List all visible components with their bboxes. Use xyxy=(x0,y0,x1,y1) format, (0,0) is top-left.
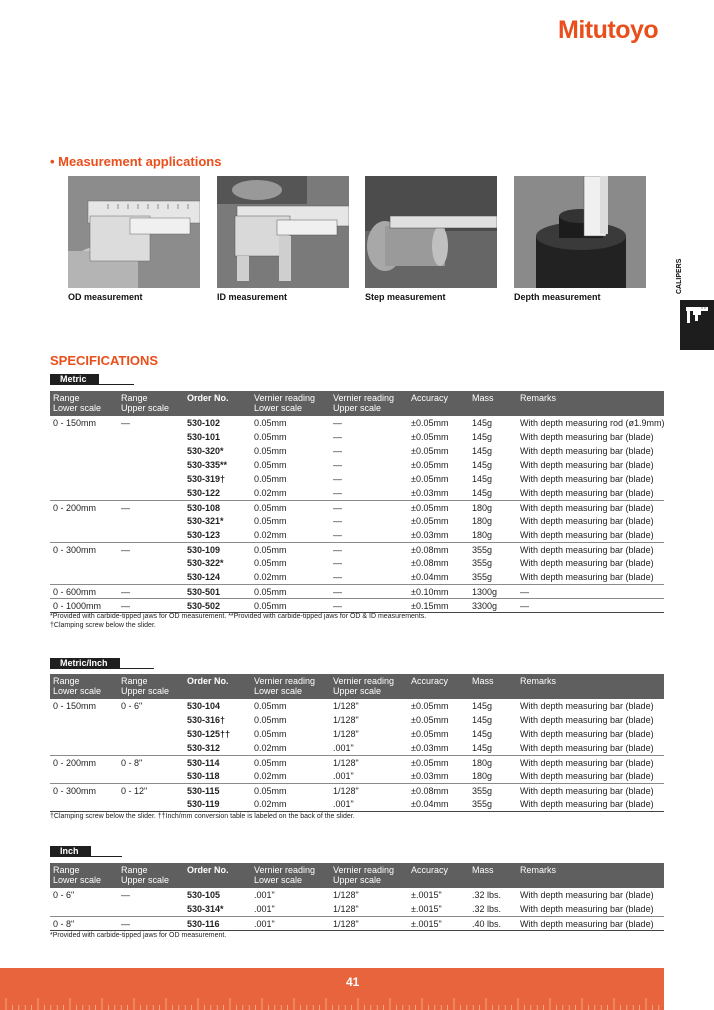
cell-vernier-upper: 1/128" xyxy=(333,758,359,768)
table-row xyxy=(50,570,664,584)
cell-mass: .32 lbs. xyxy=(472,904,502,914)
cell-order-no: 530-104 xyxy=(187,701,221,711)
cell-vernier-upper: — xyxy=(333,474,342,484)
header-range-lower: Range Lower scale xyxy=(53,393,102,413)
cell-range-lower: 0 - 150mm xyxy=(53,701,97,711)
table-footnote: *Provided with carbide-tipped jaws for OD measurement. **Provided with carbide-tipped jaws for OD & ID measurements. xyxy=(50,613,427,620)
cell-remarks: With depth measuring bar (blade) xyxy=(520,743,654,753)
step-measurement-photo xyxy=(365,176,497,288)
cell-order-no: 530-123 xyxy=(187,530,221,540)
cell-accuracy: ±0.15mm xyxy=(411,601,449,611)
table-row xyxy=(50,755,664,769)
cell-mass: 355g xyxy=(472,572,493,582)
cell-vernier-lower: 0.05mm xyxy=(254,601,287,611)
cell-vernier-upper: 1/128" xyxy=(333,904,359,914)
footer-band xyxy=(0,968,664,1010)
cell-vernier-upper: .001" xyxy=(333,743,354,753)
cell-accuracy: ±.0015" xyxy=(411,919,442,929)
cell-accuracy: ±0.08mm xyxy=(411,545,449,555)
header-vernier-upper: Vernier reading Upper scale xyxy=(333,865,395,885)
cell-remarks: With depth measuring bar (blade) xyxy=(520,488,654,498)
cell-range-lower: 0 - 1000mm xyxy=(53,601,102,611)
header-order-no: Order No. xyxy=(187,393,229,403)
header-accuracy: Accuracy xyxy=(411,865,449,875)
id-measurement-photo xyxy=(217,176,349,288)
cell-vernier-lower: 0.05mm xyxy=(254,460,287,470)
caliper-icon xyxy=(684,304,710,330)
cell-range-upper: 0 - 6" xyxy=(121,701,143,711)
cell-mass: 145g xyxy=(472,729,493,739)
cell-order-no: 530-105 xyxy=(187,890,221,900)
header-remarks: Remarks xyxy=(520,865,557,875)
cell-vernier-lower: 0.05mm xyxy=(254,545,287,555)
header-order-no: Order No. xyxy=(187,865,229,875)
cell-vernier-upper: — xyxy=(333,503,342,513)
header-order-no: Order No. xyxy=(187,676,229,686)
cell-mass: 1300g xyxy=(472,587,498,597)
cell-vernier-lower: 0.02mm xyxy=(254,799,287,809)
cell-range-lower: 0 - 300mm xyxy=(53,545,97,555)
cell-vernier-upper: 1/128" xyxy=(333,715,359,725)
cell-vernier-lower: .001" xyxy=(254,890,275,900)
cell-range-upper: 0 - 12" xyxy=(121,786,148,796)
cell-remarks: With depth measuring bar (blade) xyxy=(520,446,654,456)
cell-order-no: 530-319† xyxy=(187,474,226,484)
cell-mass: 145g xyxy=(472,446,493,456)
cell-order-no: 530-322* xyxy=(187,558,224,568)
table-tag-underline xyxy=(50,856,122,857)
table-row xyxy=(50,902,664,916)
cell-vernier-lower: .001" xyxy=(254,904,275,914)
table-row xyxy=(50,458,664,472)
cell-vernier-lower: 0.05mm xyxy=(254,786,287,796)
caliper-tab xyxy=(680,300,714,350)
table-row xyxy=(50,797,664,811)
cell-order-no: 530-312 xyxy=(187,743,221,753)
table-row xyxy=(50,514,664,528)
cell-remarks: — xyxy=(520,587,529,597)
cell-vernier-lower: 0.05mm xyxy=(254,701,287,711)
cell-remarks: — xyxy=(520,601,529,611)
table-tag-0: Metric xyxy=(50,374,99,385)
cell-vernier-lower: 0.05mm xyxy=(254,474,287,484)
cell-remarks: With depth measuring bar (blade) xyxy=(520,460,654,470)
cell-vernier-lower: 0.05mm xyxy=(254,587,287,597)
cell-vernier-lower: 0.02mm xyxy=(254,771,287,781)
cell-range-upper: — xyxy=(121,418,130,428)
cell-accuracy: ±0.05mm xyxy=(411,729,449,739)
cell-mass: 145g xyxy=(472,460,493,470)
header-range-upper: Range Upper scale xyxy=(121,676,170,696)
header-vernier-lower: Vernier reading Lower scale xyxy=(254,865,316,885)
cell-range-lower: 0 - 6" xyxy=(53,890,75,900)
table-row xyxy=(50,783,664,797)
table-row xyxy=(50,598,664,612)
table-tag-2: Inch xyxy=(50,846,91,857)
cell-order-no: 530-109 xyxy=(187,545,221,555)
cell-range-upper: — xyxy=(121,919,130,929)
header-range-lower: Range Lower scale xyxy=(53,676,102,696)
cell-remarks: With depth measuring bar (blade) xyxy=(520,786,654,796)
page-number: 41 xyxy=(346,975,360,989)
caption-step: Step measurement xyxy=(365,292,446,302)
cell-order-no: 530-501 xyxy=(187,587,221,597)
table-row xyxy=(50,769,664,783)
cell-vernier-lower: 0.05mm xyxy=(254,729,287,739)
cell-range-upper: — xyxy=(121,601,130,611)
cell-accuracy: ±0.08mm xyxy=(411,786,449,796)
cell-range-lower: 0 - 600mm xyxy=(53,587,97,597)
spec-table xyxy=(50,674,664,812)
cell-mass: 180g xyxy=(472,503,493,513)
cell-mass: 180g xyxy=(472,530,493,540)
header-vernier-upper: Vernier reading Upper scale xyxy=(333,393,395,413)
cell-mass: 145g xyxy=(472,432,493,442)
header-mass: Mass xyxy=(472,865,494,875)
cell-vernier-upper: — xyxy=(333,558,342,568)
cell-vernier-lower: 0.05mm xyxy=(254,446,287,456)
cell-range-lower: 0 - 150mm xyxy=(53,418,97,428)
cell-range-upper: — xyxy=(121,545,130,555)
cell-order-no: 530-115 xyxy=(187,786,220,796)
header-range-upper: Range Upper scale xyxy=(121,865,170,885)
cell-accuracy: ±0.05mm xyxy=(411,474,449,484)
cell-mass: 145g xyxy=(472,488,493,498)
cell-order-no: 530-108 xyxy=(187,503,221,513)
cell-vernier-upper: — xyxy=(333,446,342,456)
cell-order-no: 530-316† xyxy=(187,715,226,725)
cell-accuracy: ±0.04mm xyxy=(411,799,449,809)
cell-accuracy: ±0.05mm xyxy=(411,446,449,456)
cell-accuracy: ±.0015" xyxy=(411,904,442,914)
cell-vernier-lower: 0.05mm xyxy=(254,558,287,568)
table-header xyxy=(50,863,664,888)
cell-vernier-lower: 0.02mm xyxy=(254,572,287,582)
cell-order-no: 530-116 xyxy=(187,919,220,929)
cell-accuracy: ±0.03mm xyxy=(411,743,449,753)
cell-range-lower: 0 - 300mm xyxy=(53,786,97,796)
cell-accuracy: ±0.05mm xyxy=(411,715,449,725)
cell-accuracy: ±.0015" xyxy=(411,890,442,900)
cell-order-no: 530-320* xyxy=(187,446,224,456)
cell-vernier-lower: 0.05mm xyxy=(254,432,287,442)
side-section-label: CALIPERS xyxy=(676,258,683,294)
table-row xyxy=(50,916,664,930)
header-mass: Mass xyxy=(472,393,494,403)
cell-mass: 180g xyxy=(472,516,493,526)
table-row xyxy=(50,727,664,741)
cell-range-upper: 0 - 8" xyxy=(121,758,143,768)
cell-vernier-upper: .001" xyxy=(333,799,354,809)
header-vernier-lower: Vernier reading Lower scale xyxy=(254,676,316,696)
header-accuracy: Accuracy xyxy=(411,676,449,686)
table-row xyxy=(50,556,664,570)
cell-accuracy: ±0.03mm xyxy=(411,530,449,540)
cell-remarks: With depth measuring bar (blade) xyxy=(520,715,654,725)
table-row xyxy=(50,528,664,542)
cell-mass: 355g xyxy=(472,786,493,796)
cell-order-no: 530-101 xyxy=(187,432,221,442)
cell-accuracy: ±0.05mm xyxy=(411,516,449,526)
spec-table xyxy=(50,863,664,931)
cell-order-no: 530-125†† xyxy=(187,729,231,739)
cell-remarks: With depth measuring bar (blade) xyxy=(520,572,654,582)
cell-vernier-lower: .001" xyxy=(254,919,275,929)
cell-order-no: 530-118 xyxy=(187,771,220,781)
cell-mass: .32 lbs. xyxy=(472,890,502,900)
cell-order-no: 530-321* xyxy=(187,516,224,526)
cell-range-lower: 0 - 200mm xyxy=(53,503,97,513)
table-tag-underline xyxy=(50,668,154,669)
cell-vernier-upper: — xyxy=(333,432,342,442)
table-row xyxy=(50,416,664,430)
cell-accuracy: ±0.05mm xyxy=(411,460,449,470)
header-remarks: Remarks xyxy=(520,676,557,686)
cell-vernier-lower: 0.02mm xyxy=(254,743,287,753)
table-footnote: *Provided with carbide-tipped jaws for OD measurement. xyxy=(50,932,227,939)
cell-accuracy: ±0.05mm xyxy=(411,503,449,513)
cell-vernier-lower: 0.05mm xyxy=(254,503,287,513)
cell-order-no: 530-502 xyxy=(187,601,221,611)
cell-vernier-upper: 1/128" xyxy=(333,729,359,739)
header-vernier-upper: Vernier reading Upper scale xyxy=(333,676,395,696)
cell-vernier-upper: — xyxy=(333,545,342,555)
table-header xyxy=(50,391,664,416)
specifications-title: SPECIFICATIONS xyxy=(50,353,159,368)
header-vernier-lower: Vernier reading Lower scale xyxy=(254,393,316,413)
cell-remarks: With depth measuring bar (blade) xyxy=(520,729,654,739)
od-measurement-photo xyxy=(68,176,200,288)
cell-vernier-lower: 0.02mm xyxy=(254,488,287,498)
cell-vernier-upper: — xyxy=(333,587,342,597)
header-range-upper: Range Upper scale xyxy=(121,393,170,413)
header-range-lower: Range Lower scale xyxy=(53,865,102,885)
cell-range-lower: 0 - 200mm xyxy=(53,758,97,768)
cell-remarks: With depth measuring bar (blade) xyxy=(520,558,654,568)
cell-vernier-lower: 0.05mm xyxy=(254,715,287,725)
cell-vernier-upper: — xyxy=(333,530,342,540)
cell-mass: 180g xyxy=(472,771,493,781)
cell-mass: .40 lbs. xyxy=(472,919,502,929)
cell-vernier-upper: — xyxy=(333,572,342,582)
cell-vernier-upper: — xyxy=(333,601,342,611)
table-row xyxy=(50,542,664,556)
table-row xyxy=(50,486,664,500)
cell-accuracy: ±0.05mm xyxy=(411,432,449,442)
table-row xyxy=(50,500,664,514)
cell-remarks: With depth measuring bar (blade) xyxy=(520,545,654,555)
table-tag-underline xyxy=(50,384,134,385)
table-row xyxy=(50,888,664,902)
cell-order-no: 530-119 xyxy=(187,799,220,809)
cell-range-upper: — xyxy=(121,503,130,513)
cell-accuracy: ±0.08mm xyxy=(411,558,449,568)
cell-vernier-lower: 0.02mm xyxy=(254,530,287,540)
cell-order-no: 530-102 xyxy=(187,418,221,428)
cell-accuracy: ±0.05mm xyxy=(411,701,449,711)
cell-order-no: 530-122 xyxy=(187,488,221,498)
cell-vernier-upper: .001" xyxy=(333,771,354,781)
cell-remarks: With depth measuring bar (blade) xyxy=(520,474,654,484)
cell-mass: 145g xyxy=(472,418,493,428)
cell-vernier-lower: 0.05mm xyxy=(254,418,287,428)
table-footnote: †Clamping screw below the slider. xyxy=(50,622,156,629)
cell-vernier-upper: 1/128" xyxy=(333,919,359,929)
cell-vernier-lower: 0.05mm xyxy=(254,758,287,768)
cell-mass: 355g xyxy=(472,558,493,568)
header-mass: Mass xyxy=(472,676,494,686)
cell-mass: 145g xyxy=(472,743,493,753)
table-row xyxy=(50,430,664,444)
cell-remarks: With depth measuring bar (blade) xyxy=(520,919,654,929)
cell-vernier-lower: 0.05mm xyxy=(254,516,287,526)
table-row xyxy=(50,444,664,458)
cell-remarks: With depth measuring bar (blade) xyxy=(520,530,654,540)
caption-id: ID measurement xyxy=(217,292,288,302)
table-tag-1: Metric/Inch xyxy=(50,658,120,669)
table-row xyxy=(50,584,664,598)
cell-mass: 3300g xyxy=(472,601,498,611)
depth-measurement-photo xyxy=(514,176,646,288)
cell-accuracy: ±0.05mm xyxy=(411,418,449,428)
cell-order-no: 530-314* xyxy=(187,904,224,914)
cell-accuracy: ±0.04mm xyxy=(411,572,449,582)
cell-vernier-upper: 1/128" xyxy=(333,890,359,900)
applications-title: • Measurement applications xyxy=(50,154,222,169)
header-accuracy: Accuracy xyxy=(411,393,449,403)
cell-mass: 145g xyxy=(472,715,493,725)
table-header xyxy=(50,674,664,699)
cell-range-upper: — xyxy=(121,890,130,900)
cell-mass: 355g xyxy=(472,799,493,809)
cell-vernier-upper: — xyxy=(333,460,342,470)
cell-remarks: With depth measuring bar (blade) xyxy=(520,432,654,442)
table-footnote: †Clamping screw below the slider. ††Inch/mm conversion table is labeled on the back of the slider. xyxy=(50,813,355,820)
brand-logo: Mitutoyo xyxy=(558,16,659,44)
cell-remarks: With depth measuring rod (ø1.9mm) xyxy=(520,418,665,428)
header-remarks: Remarks xyxy=(520,393,557,403)
table-row xyxy=(50,713,664,727)
cell-mass: 145g xyxy=(472,474,493,484)
table-row xyxy=(50,472,664,486)
caption-od: OD measurement xyxy=(68,292,143,302)
cell-vernier-upper: — xyxy=(333,488,342,498)
caption-depth: Depth measurement xyxy=(514,292,601,302)
cell-order-no: 530-114 xyxy=(187,758,220,768)
cell-accuracy: ±0.03mm xyxy=(411,771,449,781)
cell-accuracy: ±0.03mm xyxy=(411,488,449,498)
table-row xyxy=(50,699,664,713)
cell-remarks: With depth measuring bar (blade) xyxy=(520,758,654,768)
cell-order-no: 530-124 xyxy=(187,572,221,582)
cell-remarks: With depth measuring bar (blade) xyxy=(520,799,654,809)
cell-remarks: With depth measuring bar (blade) xyxy=(520,771,654,781)
cell-range-upper: — xyxy=(121,587,130,597)
cell-remarks: With depth measuring bar (blade) xyxy=(520,503,654,513)
cell-mass: 180g xyxy=(472,758,493,768)
cell-remarks: With depth measuring bar (blade) xyxy=(520,516,654,526)
cell-remarks: With depth measuring bar (blade) xyxy=(520,890,654,900)
cell-vernier-upper: 1/128" xyxy=(333,701,359,711)
ruler-ticks xyxy=(0,994,664,1010)
cell-accuracy: ±0.05mm xyxy=(411,758,449,768)
cell-remarks: With depth measuring bar (blade) xyxy=(520,904,654,914)
cell-remarks: With depth measuring bar (blade) xyxy=(520,701,654,711)
cell-mass: 145g xyxy=(472,701,493,711)
table-row xyxy=(50,741,664,755)
cell-order-no: 530-335** xyxy=(187,460,228,470)
spec-table xyxy=(50,391,664,613)
cell-accuracy: ±0.10mm xyxy=(411,587,449,597)
cell-range-lower: 0 - 8" xyxy=(53,919,75,929)
cell-vernier-upper: — xyxy=(333,418,342,428)
cell-mass: 355g xyxy=(472,545,493,555)
cell-vernier-upper: — xyxy=(333,516,342,526)
cell-vernier-upper: 1/128" xyxy=(333,786,359,796)
